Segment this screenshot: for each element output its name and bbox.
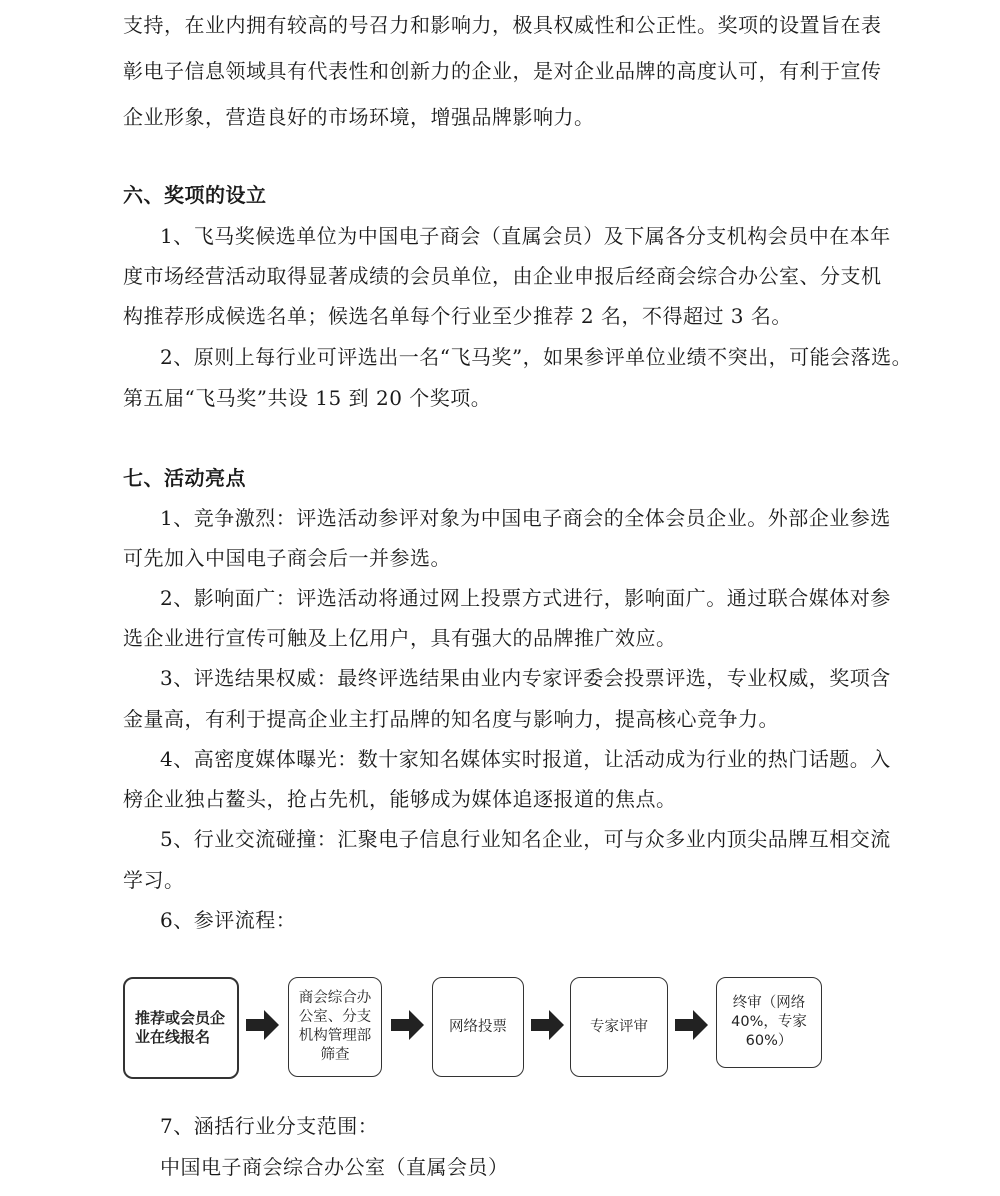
section-6-p1-line-1: 1、飞马奖候选单位为中国电子商会（直属会员）及下属各分支机构会员中在本年 bbox=[160, 224, 891, 248]
section-7-item-7-sub: 中国电子商会综合办公室（直属会员） bbox=[160, 1155, 509, 1179]
section-6-p1-line-3: 构推荐形成候选名单；候选名单每个行业至少推荐 2 名，不得超过 3 名。 bbox=[123, 304, 792, 328]
flow-arrow-1-icon bbox=[246, 1010, 280, 1040]
section-7-item-2-line-1: 2、影响面广：评选活动将通过网上投票方式进行，影响面广。通过联合媒体对参 bbox=[160, 586, 891, 610]
section-6-p2-line-2: 第五届“飞马奖”共设 15 到 20 个奖项。 bbox=[123, 386, 492, 410]
flow-step-5-label: 终审（网络40%，专家60%） bbox=[731, 995, 807, 1049]
flow-step-1-label: 推荐或会员企业在线报名 bbox=[135, 1009, 226, 1046]
section-7-item-5-line-2: 学习。 bbox=[123, 868, 185, 892]
intro-line-1: 支持，在业内拥有较高的号召力和影响力，极具权威性和公正性。奖项的设置旨在表 bbox=[123, 13, 882, 37]
flow-step-4-label: 专家评审 bbox=[590, 1018, 648, 1035]
section-7-heading: 七、活动亮点 bbox=[123, 466, 246, 490]
flow-arrow-3-icon bbox=[531, 1010, 565, 1040]
flow-step-2 bbox=[288, 977, 382, 1077]
flow-step-1 bbox=[123, 977, 239, 1079]
flow-step-2-label: 商会综合办公室、分支机构管理部筛查 bbox=[298, 990, 372, 1063]
flow-step-4 bbox=[570, 977, 668, 1077]
flow-step-3 bbox=[432, 977, 524, 1077]
flow-step-5 bbox=[716, 977, 822, 1068]
section-7-item-6: 6、参评流程： bbox=[160, 908, 297, 932]
section-7-item-7: 7、涵括行业分支范围： bbox=[160, 1114, 379, 1138]
section-7-item-4-line-1: 4、高密度媒体曝光：数十家知名媒体实时报道，让活动成为行业的热门话题。入 bbox=[160, 747, 891, 771]
intro-line-3: 企业形象，营造良好的市场环境，增强品牌影响力。 bbox=[123, 105, 595, 129]
section-7-item-1-line-1: 1、竞争激烈：评选活动参评对象为中国电子商会的全体会员企业。外部企业参选 bbox=[160, 506, 891, 530]
flow-step-3-label: 网络投票 bbox=[449, 1018, 507, 1035]
intro-line-2: 彰电子信息领域具有代表性和创新力的企业，是对企业品牌的高度认可，有利于宣传 bbox=[123, 59, 882, 83]
section-7-item-4-line-2: 榜企业独占鳌头，抢占先机，能够成为媒体追逐报道的焦点。 bbox=[123, 787, 677, 811]
section-6-p1-line-2: 度市场经营活动取得显著成绩的会员单位，由企业申报后经商会综合办公室、分支机 bbox=[123, 264, 882, 288]
section-7-item-1-line-2: 可先加入中国电子商会后一并参选。 bbox=[123, 546, 451, 570]
section-7-item-2-line-2: 选企业进行宣传可触及上亿用户，具有强大的品牌推广效应。 bbox=[123, 626, 677, 650]
section-7-item-3-line-2: 金量高，有利于提高企业主打品牌的知名度与影响力，提高核心竞争力。 bbox=[123, 707, 779, 731]
flow-arrow-4-icon bbox=[675, 1010, 709, 1040]
section-7-item-3-line-1: 3、评选结果权威：最终评选结果由业内专家评委会投票评选，专业权威，奖项含 bbox=[160, 666, 891, 690]
section-6-p2-line-1: 2、原则上每行业可评选出一名“飞马奖”，如果参评单位业绩不突出，可能会落选。 bbox=[160, 345, 913, 369]
section-7-item-5-line-1: 5、行业交流碰撞：汇聚电子信息行业知名企业，可与众多业内顶尖品牌互相交流 bbox=[160, 827, 891, 851]
section-6-heading: 六、奖项的设立 bbox=[123, 183, 267, 207]
flow-arrow-2-icon bbox=[391, 1010, 425, 1040]
